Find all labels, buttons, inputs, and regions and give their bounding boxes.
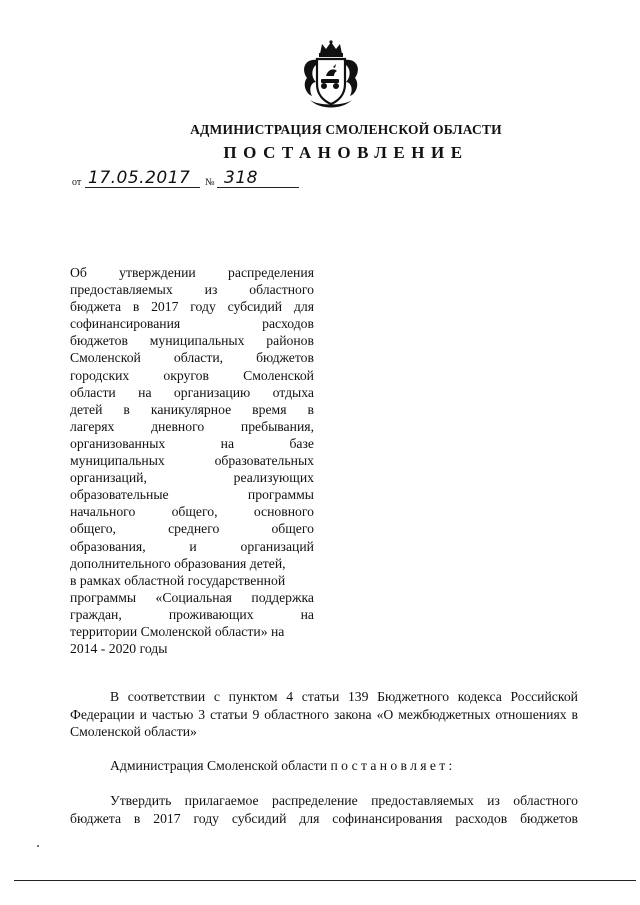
title-line: Смоленской области, бюджетов [70, 350, 314, 366]
title-line: бюджета в 2017 году субсидий для [70, 299, 314, 315]
body-paragraph-legal-basis [70, 688, 578, 741]
title-line: программы «Социальная поддержка [70, 589, 314, 605]
title-line: общего, среднего общего [70, 521, 314, 537]
paragraph-line: бюджета в 2017 году субсидий для софинансирования расходов бюджетов [70, 810, 578, 826]
title-line: организаций, реализующих [70, 470, 314, 486]
title-line: бюджетов муниципальных районов [70, 333, 314, 349]
paragraph-line: Федерации и частью 3 статьи 9 областного закона «О межбюджетных отношениях в [70, 706, 578, 722]
body-paragraph-resolution [70, 757, 578, 775]
title-line: территории Смоленской области» на [70, 623, 285, 639]
number-value-handwritten: 318 [224, 168, 258, 188]
page-bottom-rule [14, 880, 636, 881]
paragraph-line [70, 757, 578, 775]
title-line: дополнительного образования детей, [70, 555, 286, 571]
title-line: городских округов Смоленской [70, 367, 314, 383]
title-line: организованных на базе [70, 435, 314, 451]
title-line: софинансирования расходов [70, 316, 314, 332]
title-line: детей в каникулярное время в [70, 401, 314, 417]
scan-speck [37, 845, 39, 847]
paragraph-line: Утвердить прилагаемое распределение предоставляемых из областного [110, 793, 578, 808]
organization-title: АДМИНИСТРАЦИЯ СМОЛЕНСКОЙ ОБЛАСТИ [190, 122, 502, 137]
title-line: 2014 - 2020 годы [70, 641, 168, 657]
document-title-block [70, 264, 314, 657]
resolution-subject: Администрация Смоленской области [110, 758, 328, 773]
coat-of-arms-icon [298, 40, 364, 112]
date-label: от [72, 177, 82, 188]
document-type: ПОСТАНОВЛЕНИЕ [223, 143, 469, 162]
title-line: Об утверждении распределения [70, 265, 314, 280]
coat-of-arms-emblem [298, 40, 364, 112]
title-line: образовательные программы [70, 487, 314, 503]
title-line: муниципальных образовательных [70, 453, 314, 469]
title-line: лагерях дневного пребывания, [70, 418, 314, 434]
title-line: образования, и организаций [70, 538, 314, 554]
paragraph-line: Смоленской области» [70, 724, 197, 739]
resolution-verb: постановляет: [330, 758, 456, 773]
title-line: области на организацию отдыха [70, 384, 314, 400]
title-line: граждан, проживающих на [70, 606, 314, 622]
title-line: в рамках областной государственной [70, 572, 286, 588]
date-number-line [72, 168, 312, 190]
number-label: № [205, 177, 215, 188]
title-line: предоставляемых из областного [70, 282, 314, 298]
title-line: начального общего, основного [70, 504, 314, 520]
date-value-handwritten: 17.05.2017 [88, 168, 191, 188]
body-paragraph-approve [70, 792, 578, 827]
paragraph-line: В соответствии с пунктом 4 статьи 139 Бюджетного кодекса Российской [110, 689, 578, 704]
